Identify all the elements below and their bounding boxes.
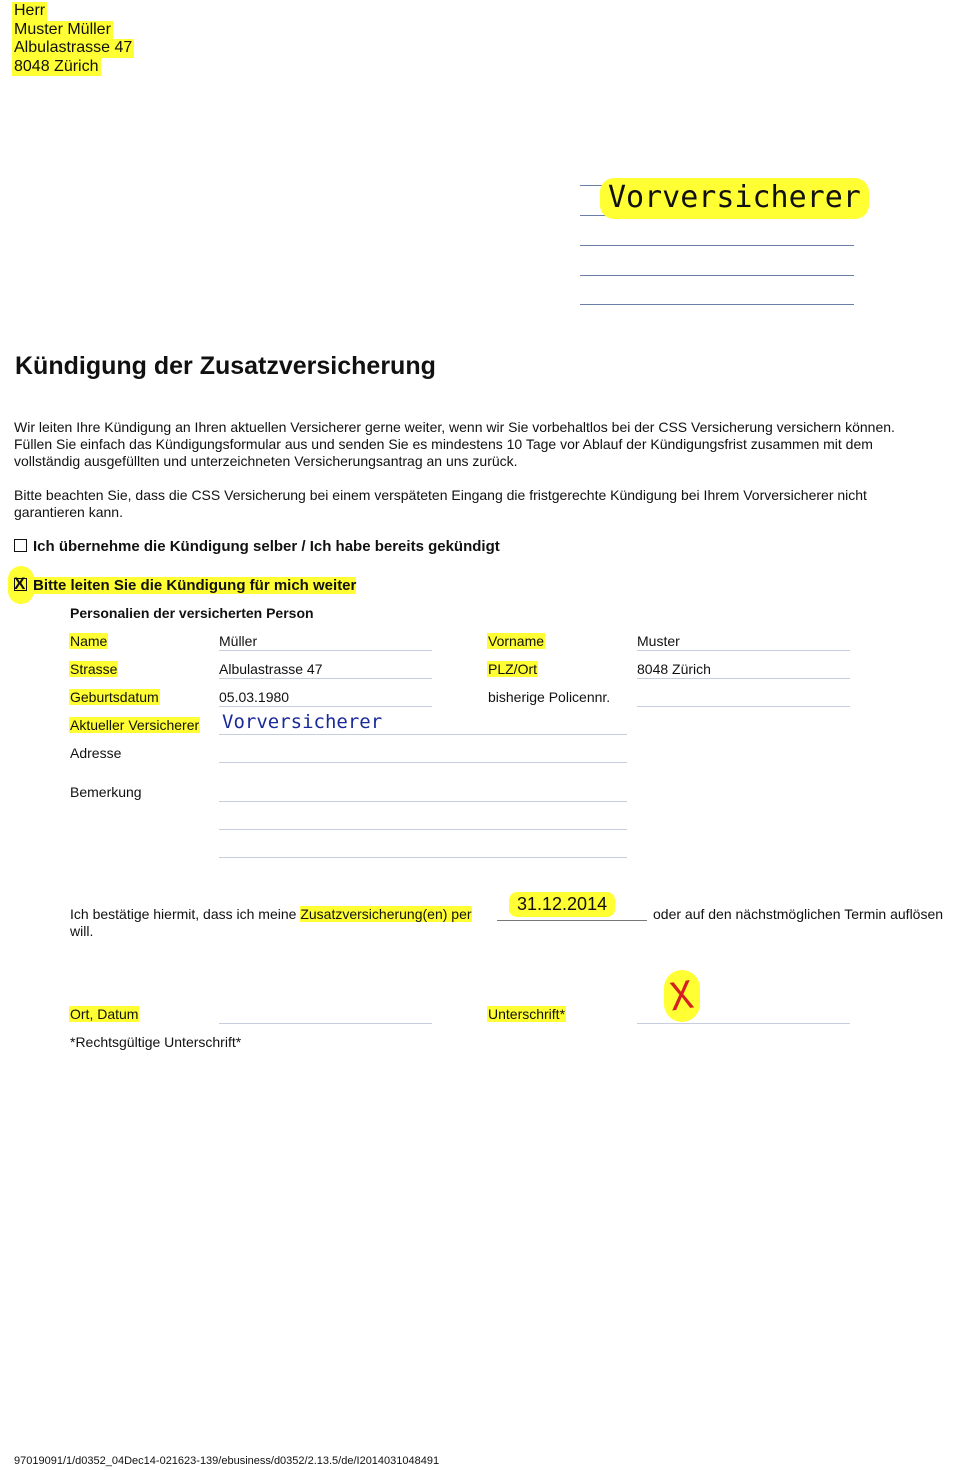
bemerkung-label: Bemerkung bbox=[70, 784, 142, 800]
ort-datum-field-line bbox=[219, 1023, 432, 1024]
recipient-line bbox=[580, 275, 854, 276]
plzort-value[interactable]: 8048 Zürich bbox=[637, 661, 711, 677]
bemerkung-field-line bbox=[219, 857, 627, 858]
notice-paragraph bbox=[14, 487, 944, 521]
recipient-line bbox=[580, 245, 854, 246]
intro-line-1: Wir leiten Ihre Kündigung an Ihren aktuellen Versicherer gerne weiter, wenn wir Sie vorbehaltlos bei der CSS Versicherung versichern können. bbox=[14, 419, 895, 435]
confirmation-line bbox=[70, 906, 472, 922]
sender-street: Albulastrasse 47 bbox=[14, 39, 133, 56]
sender-name: Muster Müller bbox=[14, 20, 111, 38]
page-title: Kündigung der Zusatzversicherung bbox=[15, 352, 436, 380]
forward-checkbox[interactable] bbox=[14, 574, 27, 593]
plzort-label: PLZ/Ort bbox=[488, 661, 538, 677]
intro-line-3: vollständig ausgefüllten und unterzeichneten Versicherungsantrag an uns zurück. bbox=[14, 453, 518, 469]
recipient-name: Vorversicherer bbox=[600, 178, 869, 219]
intro-line-2: Füllen Sie einfach das Kündigungsformular aus und senden Sie es mindestens 10 Tage vor Ablauf der Kündigungsfrist zusammen mit dem bbox=[14, 436, 873, 452]
sender-city: 8048 Zürich bbox=[14, 57, 99, 75]
geburtsdatum-label: Geburtsdatum bbox=[70, 689, 159, 705]
confirmation-text-after: oder auf den nächstmöglichen Termin auflösen bbox=[653, 906, 944, 922]
unterschrift-label: Unterschrift* bbox=[488, 1006, 566, 1022]
section-title: Personalien der versicherten Person bbox=[70, 605, 314, 621]
confirmation-text-end: will. bbox=[70, 923, 94, 939]
policennr-label: bisherige Policennr. bbox=[488, 689, 611, 705]
confirmation-highlight: Zusatzversicherung(en) per bbox=[300, 906, 472, 922]
notice-line-2: garantieren kann. bbox=[14, 504, 123, 520]
versicherer-value[interactable]: Vorversicherer bbox=[222, 711, 383, 733]
ort-datum-label: Ort, Datum bbox=[70, 1006, 139, 1022]
forward-label: Bitte leiten Sie die Kündigung für mich weiter bbox=[33, 577, 357, 594]
confirmation-text-before: Ich bestätige hiermit, dass ich meine bbox=[70, 906, 297, 922]
geburtsdatum-value[interactable]: 05.03.1980 bbox=[219, 689, 290, 705]
document-footer-id: 97019091/1/d0352_04Dec14-021623-139/ebusiness/d0352/2.13.5/de/I2014031048491 bbox=[14, 1455, 440, 1467]
recipient-line bbox=[580, 304, 854, 305]
sender-address bbox=[14, 2, 134, 76]
bemerkung-field-line bbox=[219, 829, 627, 830]
vorname-field-line bbox=[637, 650, 850, 651]
bemerkung-field-line bbox=[219, 801, 627, 802]
geburtsdatum-field-line bbox=[219, 706, 432, 707]
vorname-value[interactable]: Muster bbox=[637, 633, 680, 649]
strasse-value[interactable]: Albulastrasse 47 bbox=[219, 661, 323, 677]
versicherer-label: Aktueller Versicherer bbox=[70, 717, 200, 733]
policennr-field-line bbox=[637, 706, 850, 707]
signature-note: *Rechtsgültige Unterschrift* bbox=[70, 1034, 242, 1050]
option-forward[interactable] bbox=[14, 574, 357, 594]
name-label: Name bbox=[70, 633, 108, 649]
termination-date[interactable]: 31.12.2014 bbox=[509, 892, 615, 917]
strasse-label: Strasse bbox=[70, 661, 118, 677]
sender-salutation: Herr bbox=[14, 2, 46, 19]
date-field-line bbox=[497, 920, 647, 921]
strasse-field-line bbox=[219, 678, 432, 679]
option-self-cancel[interactable] bbox=[14, 538, 500, 555]
adresse-label: Adresse bbox=[70, 745, 122, 761]
versicherer-field-line bbox=[219, 734, 627, 735]
adresse-field-line bbox=[219, 762, 627, 763]
signature-mark[interactable]: X bbox=[667, 972, 696, 1020]
notice-line-1: Bitte beachten Sie, dass die CSS Versicherung bei einem verspäteten Eingang die fristgerechte Kündigung bei Ihrem Vorversicherer nicht bbox=[14, 487, 867, 503]
name-value[interactable]: Müller bbox=[219, 633, 258, 649]
self-cancel-label: Ich übernehme die Kündigung selber / Ich habe bereits gekündigt bbox=[33, 538, 500, 555]
forward-check-mark: X bbox=[14, 574, 26, 593]
plzort-field-line bbox=[637, 678, 850, 679]
vorname-label: Vorname bbox=[488, 633, 545, 649]
self-cancel-checkbox[interactable] bbox=[14, 539, 27, 552]
name-field-line bbox=[219, 650, 432, 651]
unterschrift-field-line bbox=[637, 1023, 850, 1024]
intro-paragraph bbox=[14, 419, 944, 470]
